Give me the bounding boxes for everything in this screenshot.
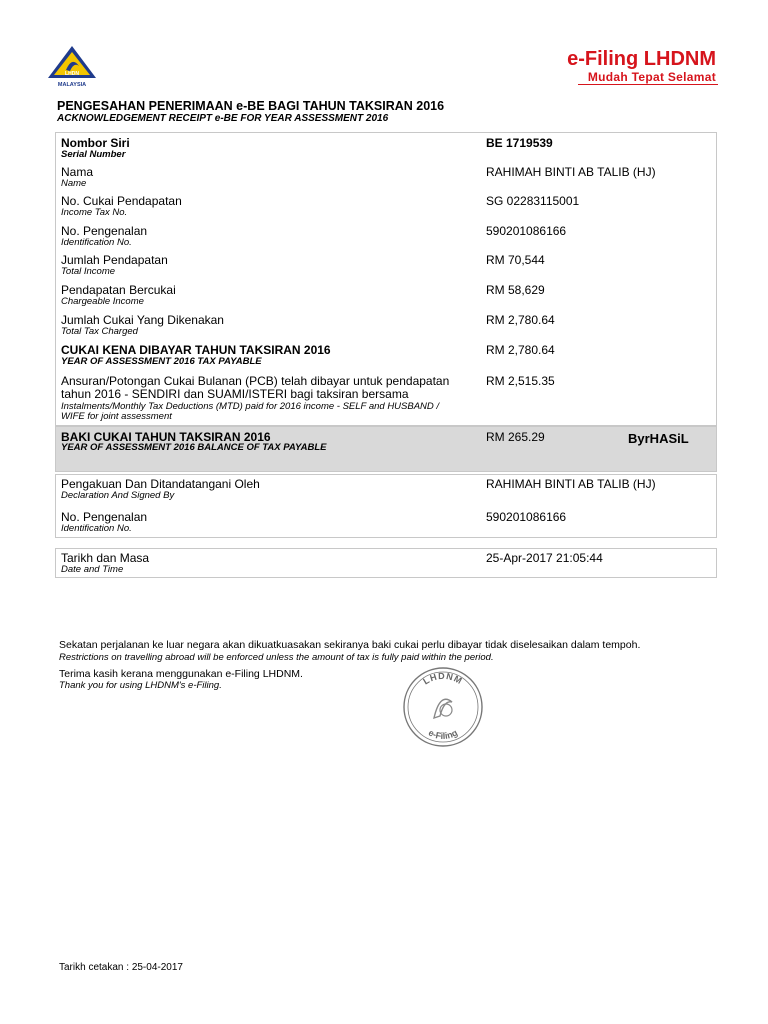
row-sublabel: Total Tax Charged	[61, 326, 138, 337]
signed-by-value: RAHIMAH BINTI AB TALIB (HJ)	[486, 477, 656, 491]
declarant-id-value: 590201086166	[486, 510, 567, 524]
thank-you-text: Terima kasih kerana menggunakan e-Filing LHDNM.	[59, 668, 303, 680]
efiling-stamp	[400, 666, 486, 748]
thank-you-text-en: Thank you for using LHDNM's e-Filing.	[59, 680, 222, 691]
row-label: Nama	[61, 165, 94, 179]
stamp-text-bottom: e-Filing	[426, 727, 460, 742]
balance-sublabel: YEAR OF ASSESSMENT 2016 BALANCE OF TAX PAYABLE	[61, 442, 327, 453]
row-value: BE 1719539	[486, 136, 553, 150]
date-time-box	[55, 548, 717, 578]
row-sublabel-line2: WIFE for joint assessment	[61, 411, 172, 422]
row-value: RM 2,780.64	[486, 313, 555, 327]
document-title: PENGESAHAN PENERIMAAN e-BE BAGI TAHUN TAKSIRAN 2016	[57, 99, 445, 113]
row-value: RM 70,544	[486, 253, 545, 267]
declarant-id-sublabel: Identification No.	[61, 523, 132, 534]
row-label: Jumlah Pendapatan	[61, 253, 168, 267]
balance-box	[55, 426, 717, 472]
row-value: RM 2,780.64	[486, 343, 555, 357]
date-time-sublabel: Date and Time	[61, 564, 124, 575]
row-value: RM 58,629	[486, 283, 545, 297]
logo-text-top: LHDN	[65, 71, 79, 77]
row-value: RM 2,515.35	[486, 374, 555, 388]
row-sublabel: Income Tax No.	[61, 207, 128, 218]
row-label: Pendapatan Bercukai	[61, 283, 176, 297]
row-label: Jumlah Cukai Yang Dikenakan	[61, 313, 224, 327]
date-time-value: 25-Apr-2017 21:05:44	[486, 551, 603, 565]
logo-text-bottom: MALAYSIA	[57, 82, 87, 88]
signed-by-label: Pengakuan Dan Ditandatangani Oleh	[61, 477, 260, 491]
stamp-emblem-icon	[434, 699, 452, 718]
brand-divider	[578, 84, 718, 85]
balance-label: BAKI CUKAI TAHUN TAKSIRAN 2016	[61, 430, 271, 444]
row-sublabel: Serial Number	[61, 149, 126, 160]
document-subtitle: ACKNOWLEDGEMENT RECEIPT e-BE FOR YEAR ASSESSMENT 2016	[57, 113, 389, 124]
row-label: Nombor Siri	[61, 136, 130, 150]
date-time-label: Tarikh dan Masa	[61, 551, 150, 565]
brand-tagline: Mudah Tepat Selamat	[587, 70, 716, 84]
row-sublabel: Identification No.	[61, 237, 132, 248]
lhdn-logo	[46, 44, 98, 88]
row-sublabel: Chargeable Income	[61, 296, 144, 307]
row-sublabel-line1: Instalments/Monthly Tax Deductions (MTD) paid for 2016 income - SELF and HUSBAND /	[61, 401, 440, 412]
row-sublabel: Name	[61, 178, 87, 189]
receipt-details-box	[55, 132, 717, 426]
row-value: SG 02283115001	[486, 194, 580, 208]
row-label-line2: tahun 2016 - SENDIRI dan SUAMI/ISTERI bagi taksiran bersama	[61, 387, 409, 401]
travel-restriction-notice: Sekatan perjalanan ke luar negara akan dikuatkuasakan sekiranya baki cukai perlu dibayar tidak diselesaikan dalam tempoh.	[59, 639, 641, 651]
row-label: No. Pengenalan	[61, 224, 148, 238]
row-value: 590201086166	[486, 224, 567, 238]
row-label: CUKAI KENA DIBAYAR TAHUN TAKSIRAN 2016	[61, 343, 331, 357]
svg-text:LHDNM	[421, 671, 464, 687]
row-label: No. Cukai Pendapatan	[61, 194, 182, 208]
declaration-box	[55, 474, 717, 538]
svg-text:e-Filing	[427, 727, 459, 741]
row-value: RAHIMAH BINTI AB TALIB (HJ)	[486, 165, 656, 179]
travel-restriction-notice-en: Restrictions on travelling abroad will be enforced unless the amount of tax is fully paid within the period.	[59, 652, 494, 663]
payment-status-label: ByrHASiL	[628, 431, 689, 446]
stamp-text-top: LHDNM	[421, 670, 465, 687]
print-date: Tarikh cetakan : 25-04-2017	[59, 962, 183, 973]
balance-value: RM 265.29	[486, 430, 545, 444]
row-sublabel: Total Income	[61, 266, 116, 277]
row-sublabel: YEAR OF ASSESSMENT 2016 TAX PAYABLE	[61, 356, 262, 367]
signed-by-sublabel: Declaration And Signed By	[61, 490, 175, 501]
row-label-line1: Ansuran/Potongan Cukai Bulanan (PCB) telah dibayar untuk pendapatan	[61, 374, 450, 388]
brand-title: e-Filing LHDNM	[567, 48, 716, 70]
declarant-id-label: No. Pengenalan	[61, 510, 148, 524]
